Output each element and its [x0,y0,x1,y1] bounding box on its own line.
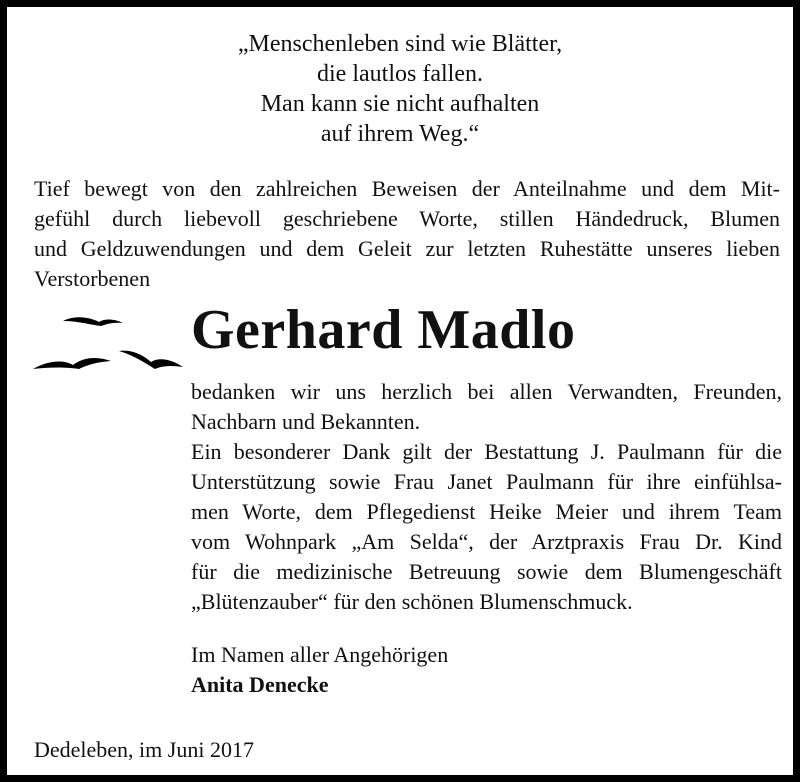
thanks-paragraph [191,377,782,617]
bird-left-icon [33,358,111,369]
closing-block [191,640,448,700]
signer-name: Anita Denecke [191,672,329,697]
bird-right-icon [119,351,183,369]
body-line: bedanken wir uns herzlich bei allen Verwandten, Freunden, [191,379,782,404]
intro-line: gefühl durch liebevoll geschriebene Worte, stillen Händedruck, Blumen [34,206,780,231]
intro-line: und Geldzuwendungen und dem Geleit zur letzten Ruhestätte unseres lieben [34,236,780,261]
body-line: vom Wohnpark „Am Selda“, der Arztpraxis Frau Dr. Kind [191,529,782,554]
body-line: Ein besonderer Dank gilt der Bestattung J. Paulmann für die [191,439,782,464]
intro-line: Verstorbenen [34,266,151,291]
body-line: Nachbarn und Bekannten. [191,409,421,434]
place-date: Dedeleben, im Juni 2017 [34,737,254,762]
quote-block [7,29,793,149]
body-line: für die medizinische Betreuung sowie dem Blumengeschäft [191,559,782,584]
body-line: „Blütenzauber“ für den schönen Blumenschmuck. [191,589,633,614]
quote-line: „Menschenleben sind wie Blätter, [237,31,563,57]
bird-top-icon [63,317,123,326]
flying-birds-icon [27,307,202,387]
closing-line: Im Namen aller Angehörigen [191,642,449,667]
body-line: Unterstützung sowie Frau Janet Paulmann für ihre einfühlsa- [191,469,782,494]
quote-line: auf ihrem Weg.“ [320,121,480,147]
body-line: men Worte, dem Pflegedienst Heike Meier und ihrem Team [191,499,782,524]
quote-line: die lautlos fallen. [317,61,483,87]
deceased-name: Gerhard Madlo [191,299,576,361]
quote-line: Man kann sie nicht aufhalten [260,91,540,117]
intro-paragraph [34,174,780,294]
intro-line: Tief bewegt von den zahlreichen Beweisen der Anteilnahme und dem Mit- [34,176,780,201]
